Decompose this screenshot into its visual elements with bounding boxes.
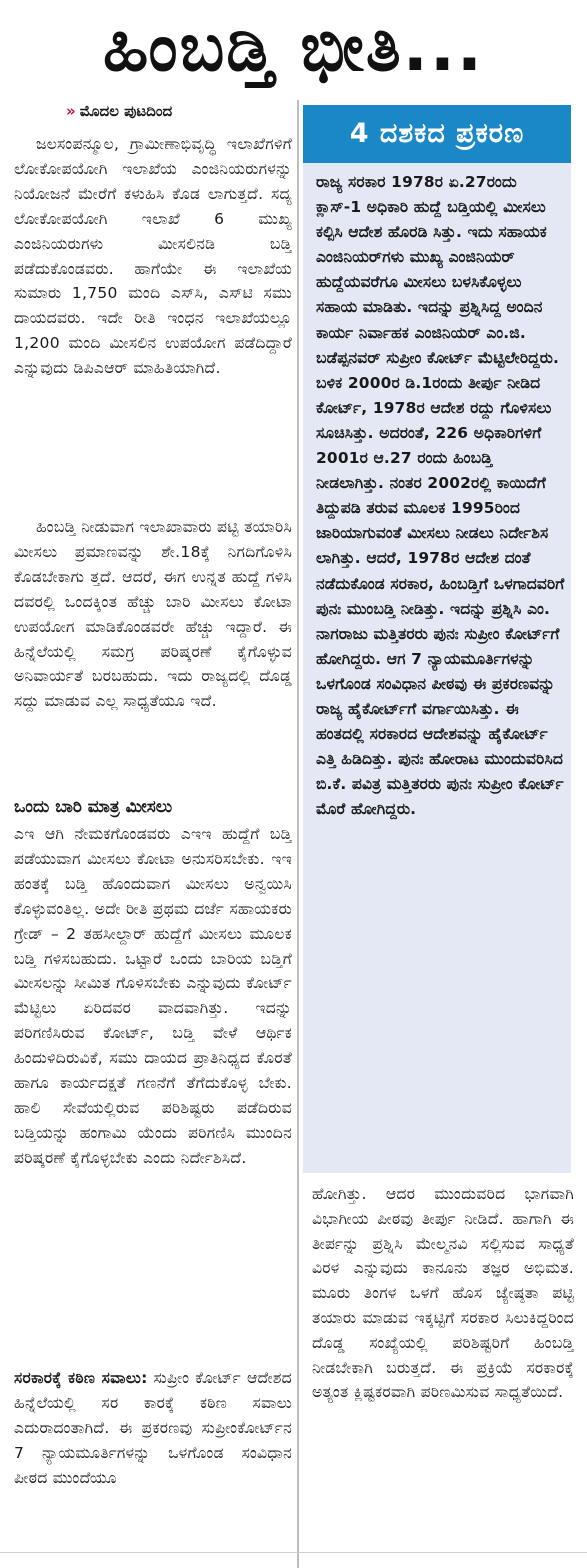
paragraph-1: ಜಲಸಂಪನ್ಮೂಲ, ಗ್ರಾಮೀಣಾಭಿವೃದ್ಧಿ ಇಲಾಖೆಗಳಿಗೆ ಲೋಕೋಪಯೋಗಿ ಇಲಾಖೆಯ ಎಂಜಿನಿಯರುಗಳನ್ನು ನಿಯೋಜನೆ ಮೇರೆಗೆ ಕಳುಹಿಸಿ ಕೊಡ ಲಾಗುತ್ತದೆ. ಸದ್ಯ ಲೋಕೋಪಯೋಗಿ ಇಲಾಖೆ 6 ಮುಖ್ಯ ಎಂಜಿನಿಯರುಗಳು ಮೀಸಲಿನಡಿ ಬಡ್ತಿ ಪಡೆದುಕೊಂಡವರು. ಹಾಗೆಯೇ ಈ ಇಲಾಖೆಯ ಸುಮಾರು 1,750 ಮಂದಿ ಎಸ್‌ಸಿ, ಎಸ್‌ಟಿ ಸಮು ದಾಯದವರು. ಇದೇ ರೀತಿ ಇಂಧನ ಇಲಾಖೆಯಲ್ಲೂ 1,200 ಮಂದಿ ಮೀಸಲಿನ ಉಪಯೋಗ ಪಡೆದಿದ್ದಾರೆ ಎನ್ನುವುದು ಡಿಪಿಎಆರ್ ಮಾಹಿತಿಯಾಗಿದೆ. <box>14 135 292 378</box>
arrow-marker: » <box>66 102 76 120</box>
sidebar-title: 4 ದಶಕದ ಪ್ರಕರಣ <box>303 105 571 163</box>
subheading-one-time-reservation: ಒಂದು ಬಾರಿ ಮಾತ್ರ ಮೀಸಲು <box>14 797 173 817</box>
column-divider <box>297 100 299 1568</box>
sidebar-text: ರಾಜ್ಯ ಸರಕಾರ 1978ರ ಏ.27ರಂದು ಕ್ಲಾಸ್-1 ಅಧಿಕಾರಿ ಹುದ್ದೆ ಬಡ್ತಿಯಲ್ಲಿ ಮೀಸಲು ಕಲ್ಪಿಸಿ ಆದೇಶ ಹೊರಡಿ ಸಿತ್ತು. ಇದು ಸಹಾಯಕ ಎಂಜಿನಿಯರ್‌ಗಳು ಮುಖ್ಯ ಎಂಜಿನಿಯರ್ ಹುದ್ದೆಯವರೆಗೂ ಮೀಸಲು ಬಳಸಿಕೊಳ್ಳಲು ಸಹಾಯ ಮಾಡಿತು. ಇದನ್ನು ಪ್ರಶ್ನಿಸಿದ್ದ ಅಂದಿನ ಕಾರ್ಯ ನಿರ್ವಾಹಕ ಎಂಜಿನಿಯರ್ ಎಂ.ಜಿ. ಬಡೆಪ್ಪನವರ್ ಸುಪ್ರೀಂ ಕೋರ್ಟ್ ಮೆಟ್ಟಿಲೇರಿದ್ದರು. ಬಳಿಕ 2000ರ ಡಿ.1ರಂದು ತೀರ್ಪು ನೀಡಿದ ಕೋರ್ಟ್, 1978ರ ಆದೇಶ ರದ್ದು ಗೊಳಿಸಲು ಸೂಚಿಸಿತ್ತು. ಅದರಂತೆ, 226 ಅಧಿಕಾರಿಗಳಿಗೆ 2001ರ ಆ.27 ರಂದು ಹಿಂಬಡ್ತಿ ನೀಡಲಾಗಿತ್ತು. ನಂತರ 2002ರಲ್ಲಿ ಕಾಯಿದೆಗೆ ತಿದ್ದುಪಡಿ ತರುವ ಮೂಲಕ 1995ರಿಂದ ಜಾರಿಯಾಗುವಂತೆ ಮೀಸಲು ನೀಡಲು ನಿರ್ದೇಶಿಸ ಲಾಗಿತ್ತು. ಆದರೆ, 1978ರ ಆದೇಶ ದಂತೆ ನಡೆದುಕೊಂಡ ಸರಕಾರ, ಹಿಂಬಡ್ತಿಗೆ ಒಳಗಾದವರಿಗೆ ಪುನಃ ಮುಂಬಡ್ತಿ ನೀಡಿತ್ತು. ಇದನ್ನು ಪ್ರಶ್ನಿಸಿ ಎಂ. ನಾಗರಾಜು ಮತ್ತಿತರರು ಪುನಃ ಸುಪ್ರೀಂ ಕೋರ್ಟ್‌ಗೆ ಹೋಗಿದ್ದರು. ಆಗ 7 ನ್ಯಾಯಮೂರ್ತಿಗಳನ್ನು ಒಳಗೊಂಡ ಸಂವಿಧಾನ ಪೀಠವು ಈ ಪ್ರಕರಣವನ್ನು ರಾಜ್ಯ ಹೈಕೋರ್ಟ್‌ಗೆ ವರ್ಗಾಯಿಸಿತ್ತು. ಈ ಹಂತದಲ್ಲಿ ಸರಕಾರದ ಆದೇಶವನ್ನು ಹೈಕೋರ್ಟ್ ಎತ್ತಿ ಹಿಡಿದಿತ್ತು. ಪುನಃ ಹೋರಾಟ ಮುಂದುವರಿಸಿದ ಬಿ.ಕೆ. ಪವಿತ್ರ ಮತ್ತಿತರರು ಪುನಃ ಸುಪ್ರೀಂ ಕೋರ್ಟ್ ಮೊರೆ ಹೋಗಿದ್ದರು. <box>316 173 565 819</box>
right-column-continuation: ಹೋಗಿತ್ತು. ಆದರ ಮುಂದುವರಿದ ಭಾಗವಾಗಿ ವಿಭಾಗೀಯ ಪೀಠವು ತೀರ್ಪು ನೀಡಿದೆ. ಹಾಗಾಗಿ ಈ ತೀರ್ಪನ್ನು ಪ್ರಶ್ನಿಸಿ ಮೇಲ್ಮನವಿ ಸಲ್ಲಿಸುವ ಸಾಧ್ಯತೆ ವಿರಳ ಎನ್ನುವುದು ಕಾನೂನು ತಜ್ಞರ ಅಭಿಮತ. ಮೂರು ತಿಂಗಳ ಒಳಗೆ ಹೊಸ ಜ್ಯೇಷ್ಠತಾ ಪಟ್ಟಿ ತಯಾರು ಮಾಡುವ ಇಕ್ಕಟ್ಟಿಗೆ ಸರಕಾರ ಸಿಲುಕಿದ್ದರಿಂದ ದೊಡ್ಡ ಸಂಖ್ಯೆಯಲ್ಲಿ ಪರಿಶಿಷ್ಟರಿಗೆ ಹಿಂಬಡ್ತಿ ನೀಡಬೇಕಾಗಿ ಬರುತ್ತದೆ. ಈ ಪ್ರಕ್ರಿಯೆ ಸರಕಾರಕ್ಕೆ ಅತ್ಯಂತ ಕ್ಲಿಷ್ಟಕರವಾಗಿ ಪರಿಣಮಿಸುವ ಸಾಧ್ಯತೆಯಿದೆ. <box>312 1185 574 1402</box>
paragraph-3: ಎಇ ಆಗಿ ನೇಮಕಗೊಂಡವರು ಎಇಇ ಹುದ್ದೆಗೆ ಬಡ್ತಿ ಪಡೆಯುವಾಗ ಮೀಸಲು ಕೋಟಾ ಅನುಸರಿಸಬೇಕು. ಇಇ ಹಂತಕ್ಕೆ ಬಡ್ತಿ ಹೊಂದುವಾಗ ಮೀಸಲು ಅನ್ವಯಿಸಿ ಕೊಳ್ಳುವಂತಿಲ್ಲ. ಅದೇ ರೀತಿ ಪ್ರಥಮ ದರ್ಜೆ ಸಹಾಯಕರು ಗ್ರೇಡ್ – 2 ತಹಸೀಲ್ದಾರ್ ಹುದ್ದೆಗೆ ಮೀಸಲು ಮೂಲಕ ಬಡ್ತಿ ಗಳಿಸಬಹುದು. ಒಟ್ಟಾರೆ ಒಂದು ಬಾರಿಯ ಬಡ್ತಿಗೆ ಮೀಸಲನ್ನು ಸೀಮಿತ ಗೊಳಿಸಬೇಕು ಎನ್ನುವುದು ಕೋರ್ಟ್ ಮೆಟ್ಟಿಲು ಏರಿದವರ ವಾದವಾಗಿತ್ತು. ಇದನ್ನು ಪರಿಗಣಿಸಿರುವ ಕೋರ್ಟ್, ಬಡ್ತಿ ವೇಳೆ ಆರ್ಥಿಕ ಹಿಂದುಳಿದಿರುವಿಕೆ, ಸಮು ದಾಯದ ಪ್ರಾತಿನಿಧ್ಯದ ಕೊರತೆ ಹಾಗೂ ಕಾರ್ಯದಕ್ಷತೆ ಗಣನೆಗೆ ತೆಗೆದುಕೊಳ್ಳ ಬೇಕು. ಹಾಲಿ ಸೇವೆಯಲ್ಲಿರುವ ಪರಿಶಿಷ್ಟರು ಪಡೆದಿರುವ ಬಡ್ತಿಯನ್ನು ಹಂಗಾಮಿ ಯೆಂದು ಪರಿಗಣಿಸಿ ಮುಂದಿನ ಪರಿಷ್ಕರಣೆ ಕೈಗೊಳ್ಳಬೇಕು ಎಂದು ನಿರ್ದೇಶಿಸಿದೆ. <box>14 825 292 1167</box>
continued-from-front <box>66 100 172 122</box>
headline: ಹಿಂಬಡ್ತಿ ಭೀತಿ... <box>103 9 484 86</box>
paragraph-2: ಹಿಂಬಡ್ತಿ ನೀಡುವಾಗ ಇಲಾಖಾವಾರು ಪಟ್ಟಿ ತಯಾರಿಸಿ ಮೀಸಲು ಪ್ರಮಾಣವನ್ನು ಶೇ.18ಕ್ಕೆ ನಿಗದಿಗೊಳಿಸಿ ಕೊಡಬೇಕಾಗು ತ್ತದೆ. ಆದರೆ, ಈಗ ಉನ್ನತ ಹುದ್ದೆ ಗಳಿಸಿ ದವರಲ್ಲಿ ಒಂದಕ್ಕಿಂತ ಹೆಚ್ಚು ಬಾರಿ ಮೀಸಲು ಕೋಟಾ ಉಪಯೋಗ ಮಾಡಿಕೊಂಡವರೇ ಹೆಚ್ಚು ಇದ್ದಾರೆ. ಈ ಹಿನ್ನೆಲೆಯಲ್ಲಿ ಸಮಗ್ರ ಪರಿಷ್ಕರಣೆ ಕೈಗೊಳ್ಳುವ ಅನಿವಾರ್ಯತೆ ಬರಬಹುದು. ಇದು ರಾಜ್ಯದಲ್ಲಿ ದೊಡ್ಡ ಸದ್ದು ಮಾಡುವ ಎಲ್ಲ ಸಾಧ್ಯತೆಯೂ ಇದೆ. <box>14 518 292 711</box>
paragraph-4: ಸರಕಾರಕ್ಕೆ ಕಠಿಣ ಸವಾಲು: ಸುಪ್ರೀಂ ಕೋರ್ಟ್ ಆದೇಶದ ಹಿನ್ನೆಲೆಯಲ್ಲಿ ಸರ ಕಾರಕ್ಕೆ ಕಠಿಣ ಸವಾಲು ಎದುರಾದಂತಾಗಿದೆ. ಈ ಪ್ರಕರಣವು ಸುಪ್ರೀಂಕೋರ್ಟ್‌ನ 7 ನ್ಯಾಯಮೂರ್ತಿಗಳನ್ನು ಒಳಗೊಂಡ ಸಂವಿಧಾನ ಪೀಠದ ಮುಂದೆಯೂ <box>14 1369 292 1487</box>
bold-lead: ಸರಕಾರಕ್ಕೆ ಕಠಿಣ ಸವಾಲು: <box>14 1369 148 1387</box>
continued-label: ಮೊದಲ ಪುಟದಿಂದ <box>79 102 173 120</box>
footer-rule <box>0 1552 587 1553</box>
